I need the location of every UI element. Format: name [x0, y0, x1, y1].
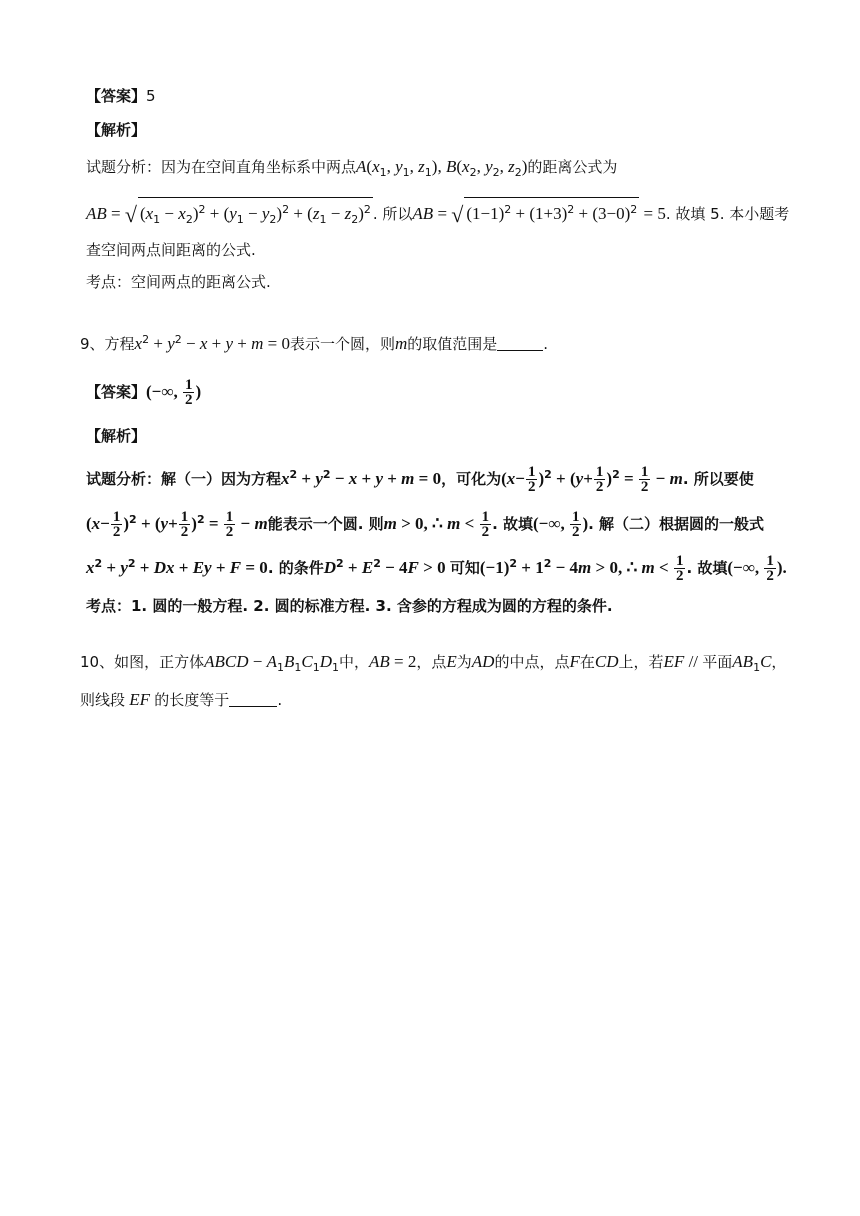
analysis-label: 【解析】 [86, 427, 147, 445]
answer-label: 【答案】 [86, 383, 147, 401]
question-text: ， [771, 653, 787, 671]
analysis-text: 试题分析：因为在空间直角坐标系中两点 [86, 158, 357, 176]
q9-analysis-line3: $x^2 + y^2 + Dx + Ey + F = 0$. 的条件$D^2 + E^2 - 4F > 0$ 可知$(-1)^2 + 1^2 - 4m > 0$, ∴ m < $\frac{1}{2}$ . 故填(−∞, $\frac{1}{2}$ ). [86, 553, 787, 584]
analysis-text: . 故填 [492, 515, 533, 533]
question-text: 平面 [702, 653, 733, 671]
question-text: 中， [338, 653, 369, 671]
question-text: 在 [579, 653, 595, 671]
question-text: 的取值范围是 [407, 335, 498, 353]
analysis-text: . 的条件 [267, 559, 324, 577]
analysis-text: 能表示一个圆. 则 [267, 515, 384, 533]
distance-calc: $(1-1)^2 + (1+3)^2 + (3-0)^2$ [464, 197, 639, 226]
q9-analysis-line2: (x− $\frac{1}{2}$ )$^2$ + (y+ $\frac{1}{2}$ )$^2$ = $\frac{1}{2}$ − m能表示一个圆. 则m > 0, ∴ m < $\frac{1}{2}$ . 故填(−∞, $\frac{1}{2}$ ). 解（二）根据圆的一般式 [86, 509, 765, 540]
question-text: . [543, 335, 549, 353]
analysis-text: . 所以要使 [682, 470, 754, 488]
analysis-text: . 解（二）根据圆的一般式 [588, 515, 765, 533]
question-text: . [277, 691, 283, 709]
answer-blank [497, 336, 543, 351]
analysis-text: 试题分析：解（一）因为方程 [86, 470, 282, 488]
question-number: 10、如图，正方体 [80, 653, 205, 671]
answer-label: 【答案】 [86, 87, 147, 105]
q10-stem-line2: 则线段 EF 的长度等于 . [80, 690, 283, 709]
question-text: 的中点，点 [494, 653, 570, 671]
question-text: ，点 [416, 653, 447, 671]
analysis-text: . 故填 5. 本小题考 [665, 205, 790, 223]
analysis-text: . 故填 [686, 559, 728, 577]
q9-stem: 9、方程$x^2 + y^2 - x + y + m = 0$表示一个圆，则m的取值范围是 . [80, 333, 549, 353]
q8-analysis-line3: 查空间两点间距离的公式. [86, 241, 256, 259]
distance-formula: $(x_1 - x_2)^2 + (y_1 - y_2)^2 + (z_1 - z_2)^2$ [138, 197, 373, 232]
answer-blank [229, 692, 277, 707]
q8-answer [86, 84, 156, 108]
question-text: 的长度等于 [154, 691, 230, 709]
question-text: 为 [456, 653, 472, 671]
answer-value: 5 [146, 87, 156, 105]
q8-kaodian: 考点：空间两点的距离公式. [86, 273, 271, 291]
analysis-text: ，可化为 [441, 470, 502, 488]
q9-kaodian: 考点：1. 圆的一般方程. 2. 圆的标准方程. 3. 含参的方程成为圆的方程的条件. [86, 597, 613, 615]
q8-analysis-line2: AB = √ $(x_1 - x_2)^2 + (y_1 - y_2)^2 + (z_1 - z_2)^2$ . 所以AB = √ $(1-1)^2 + (1+3)^2 + (3-0)^2 = 5$. 故填 5. 本小题考 [86, 197, 789, 232]
question-number: 9、方程 [80, 335, 135, 353]
analysis-label: 【解析】 [86, 121, 147, 139]
analysis-text: . 所以 [372, 205, 413, 223]
q10-stem-line1: 10、如图，正方体ABCD − $A_1B_1C_1D_1$中，AB = 2，点E为AD的中点，点F在CD上，若EF // 平面$AB_1C$， [80, 652, 787, 674]
analysis-text: 的距离公式为 [527, 158, 618, 176]
question-text: 则线段 [80, 691, 126, 709]
formula-points: A [356, 157, 367, 176]
q9-answer: 【答案】(−∞, $\frac{1}{2}$ ) [86, 377, 202, 408]
q9-analysis-line1: 试题分析：解（一）因为方程$x^2 + y^2 - x + y + m = 0$，可化为(x− $\frac{1}{2}$ )$^2$ + (y+ $\frac{1}{2}$ )$^2$ = $\frac{1}{2}$ − m. 所以要使 [86, 464, 754, 495]
question-text: 表示一个圆，则 [289, 335, 395, 353]
q8-analysis-line1: 试题分析：因为在空间直角坐标系中两点$A(x_1$, $y_1$, $z_1$), $B(x_2$, $y_2$, $z_2$)的距离公式为 [86, 157, 618, 179]
question-text: 上，若 [618, 653, 664, 671]
analysis-text: 可知 [449, 559, 480, 577]
